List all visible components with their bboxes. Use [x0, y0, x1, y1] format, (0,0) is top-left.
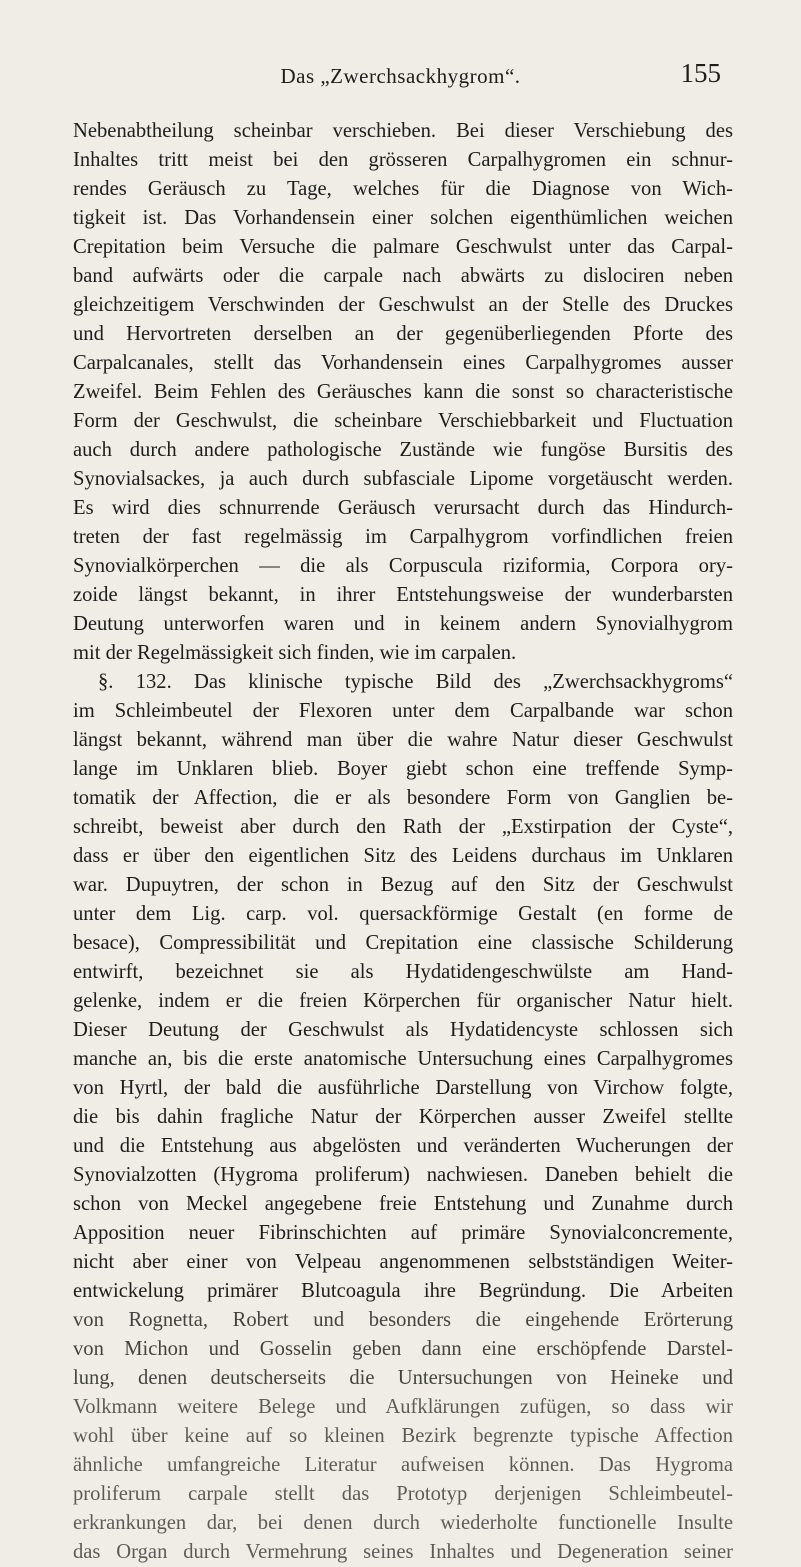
- text-line: entwickelung primärer Blutcoagula ihre Begründung. Die Arbeiten: [73, 1280, 733, 1302]
- text-line: Inhaltes tritt meist bei den grösseren Carpalhygromen ein schnur-: [73, 149, 733, 171]
- text-line: gleichzeitigem Verschwinden der Geschwulst an der Stelle des Druckes: [73, 294, 733, 316]
- text-line: Nebenabtheilung scheinbar verschieben. Bei dieser Verschiebung des: [73, 120, 733, 142]
- text-line: Crepitation beim Versuche die palmare Geschwulst unter das Carpal-: [73, 236, 733, 258]
- text-line: von Hyrtl, der bald die ausführliche Darstellung von Virchow folgte,: [73, 1077, 733, 1099]
- text-line: wohl über keine auf so kleinen Bezirk begrenzte typische Affection: [73, 1425, 733, 1447]
- text-line: gelenke, indem er die freien Körperchen für organischer Natur hielt.: [73, 990, 733, 1012]
- text-line: rendes Geräusch zu Tage, welches für die Diagnose von Wich-: [73, 178, 733, 200]
- text-line: längst bekannt, während man über die wahre Natur dieser Geschwulst: [73, 729, 733, 751]
- text-line: treten der fast regelmässig im Carpalhygrom vorfindlichen freien: [73, 526, 733, 548]
- text-line: tigkeit ist. Das Vorhandensein einer solchen eigenthümlichen weichen: [73, 207, 733, 229]
- text-line: Deutung unterworfen waren und in keinem andern Synovialhygrom: [73, 613, 733, 635]
- text-line: nicht aber einer von Velpeau angenommenen selbstständigen Weiter-: [73, 1251, 733, 1273]
- body-text: [73, 117, 733, 1567]
- text-line: schon von Meckel angegebene freie Entstehung und Zunahme durch: [73, 1193, 733, 1215]
- text-line: band aufwärts oder die carpale nach abwärts zu dislociren neben: [73, 265, 733, 287]
- text-line: auch durch andere pathologische Zustände wie fungöse Bursitis des: [73, 439, 733, 461]
- text-line: Apposition neuer Fibrinschichten auf primäre Synovialconcremente,: [73, 1222, 733, 1244]
- text-line: entwirft, bezeichnet sie als Hydatidengeschwülste am Hand-: [73, 961, 733, 983]
- paragraph-end-line: mit der Regelmässigkeit sich finden, wie im carpalen.: [73, 642, 517, 664]
- text-line: die bis dahin fragliche Natur der Körperchen ausser Zweifel stellte: [73, 1106, 733, 1128]
- text-line: von Rognetta, Robert und besonders die eingehende Erörterung: [73, 1309, 733, 1331]
- text-line: Volkmann weitere Belege und Aufklärungen zufügen, so dass wir: [73, 1396, 733, 1418]
- text-line: besace), Compressibilität und Crepitation eine classische Schilderung: [73, 932, 733, 954]
- text-line: Form der Geschwulst, die scheinbare Verschiebbarkeit und Fluctuation: [73, 410, 733, 432]
- text-line: tomatik der Affection, die er als besondere Form von Ganglien be-: [73, 787, 733, 809]
- text-line: Synovialkörperchen — die als Corpuscula riziformia, Corpora ory-: [73, 555, 733, 577]
- text-line: Dieser Deutung der Geschwulst als Hydatidencyste schlossen sich: [73, 1019, 733, 1041]
- text-line: lung, denen deutscherseits die Untersuchungen von Heineke und: [73, 1367, 733, 1389]
- text-line: im Schleimbeutel der Flexoren unter dem Carpalbande war schon: [73, 700, 733, 722]
- text-line: manche an, bis die erste anatomische Untersuchung eines Carpalhygromes: [73, 1048, 733, 1070]
- page-number: 155: [680, 58, 721, 88]
- text-line: war. Dupuytren, der schon in Bezug auf den Sitz der Geschwulst: [73, 874, 733, 896]
- text-line: zoide längst bekannt, in ihrer Entstehungsweise der wunderbarsten: [73, 584, 733, 606]
- text-line: das Organ durch Vermehrung seines Inhaltes und Degeneration seiner: [73, 1541, 733, 1563]
- text-line: Carpalcanales, stellt das Vorhandensein eines Carpalhygromes ausser: [73, 352, 733, 374]
- text-line: proliferum carpale stellt das Prototyp derjenigen Schleimbeutel-: [73, 1483, 733, 1505]
- text-line: Zweifel. Beim Fehlen des Geräusches kann die sonst so characteristische: [73, 381, 733, 403]
- text-line: lange im Unklaren blieb. Boyer giebt schon eine treffende Symp-: [73, 758, 733, 780]
- text-line: ähnliche umfangreiche Literatur aufweisen können. Das Hygroma: [73, 1454, 733, 1476]
- text-line: Synovialzotten (Hygroma proliferum) nachwiesen. Daneben behielt die: [73, 1164, 733, 1186]
- text-line: Es wird dies schnurrende Geräusch verursacht durch das Hindurch-: [73, 497, 733, 519]
- text-line: unter dem Lig. carp. vol. quersackförmige Gestalt (en forme de: [73, 903, 733, 925]
- text-line: schreibt, beweist aber durch den Rath der „Exstirpation der Cyste“,: [73, 816, 733, 838]
- section-start-line: §. 132. Das klinische typische Bild des „Zwerchsackhygroms“: [98, 671, 733, 693]
- text-line: und Hervortreten derselben an der gegenüberliegenden Pforte des: [73, 323, 733, 345]
- text-line: dass er über den eigentlichen Sitz des Leidens durchaus im Unklaren: [73, 845, 733, 867]
- text-line: von Michon und Gosselin geben dann eine erschöpfende Darstel-: [73, 1338, 733, 1360]
- text-line: Synovialsackes, ja auch durch subfasciale Lipome vorgetäuscht werden.: [73, 468, 733, 490]
- text-line: und die Entstehung aus abgelösten und veränderten Wucherungen der: [73, 1135, 733, 1157]
- running-title: Das „Zwerchsackhygrom“.: [280, 64, 521, 88]
- running-head: [0, 58, 801, 98]
- text-line: erkrankungen dar, bei denen durch wiederholte functionelle Insulte: [73, 1512, 733, 1534]
